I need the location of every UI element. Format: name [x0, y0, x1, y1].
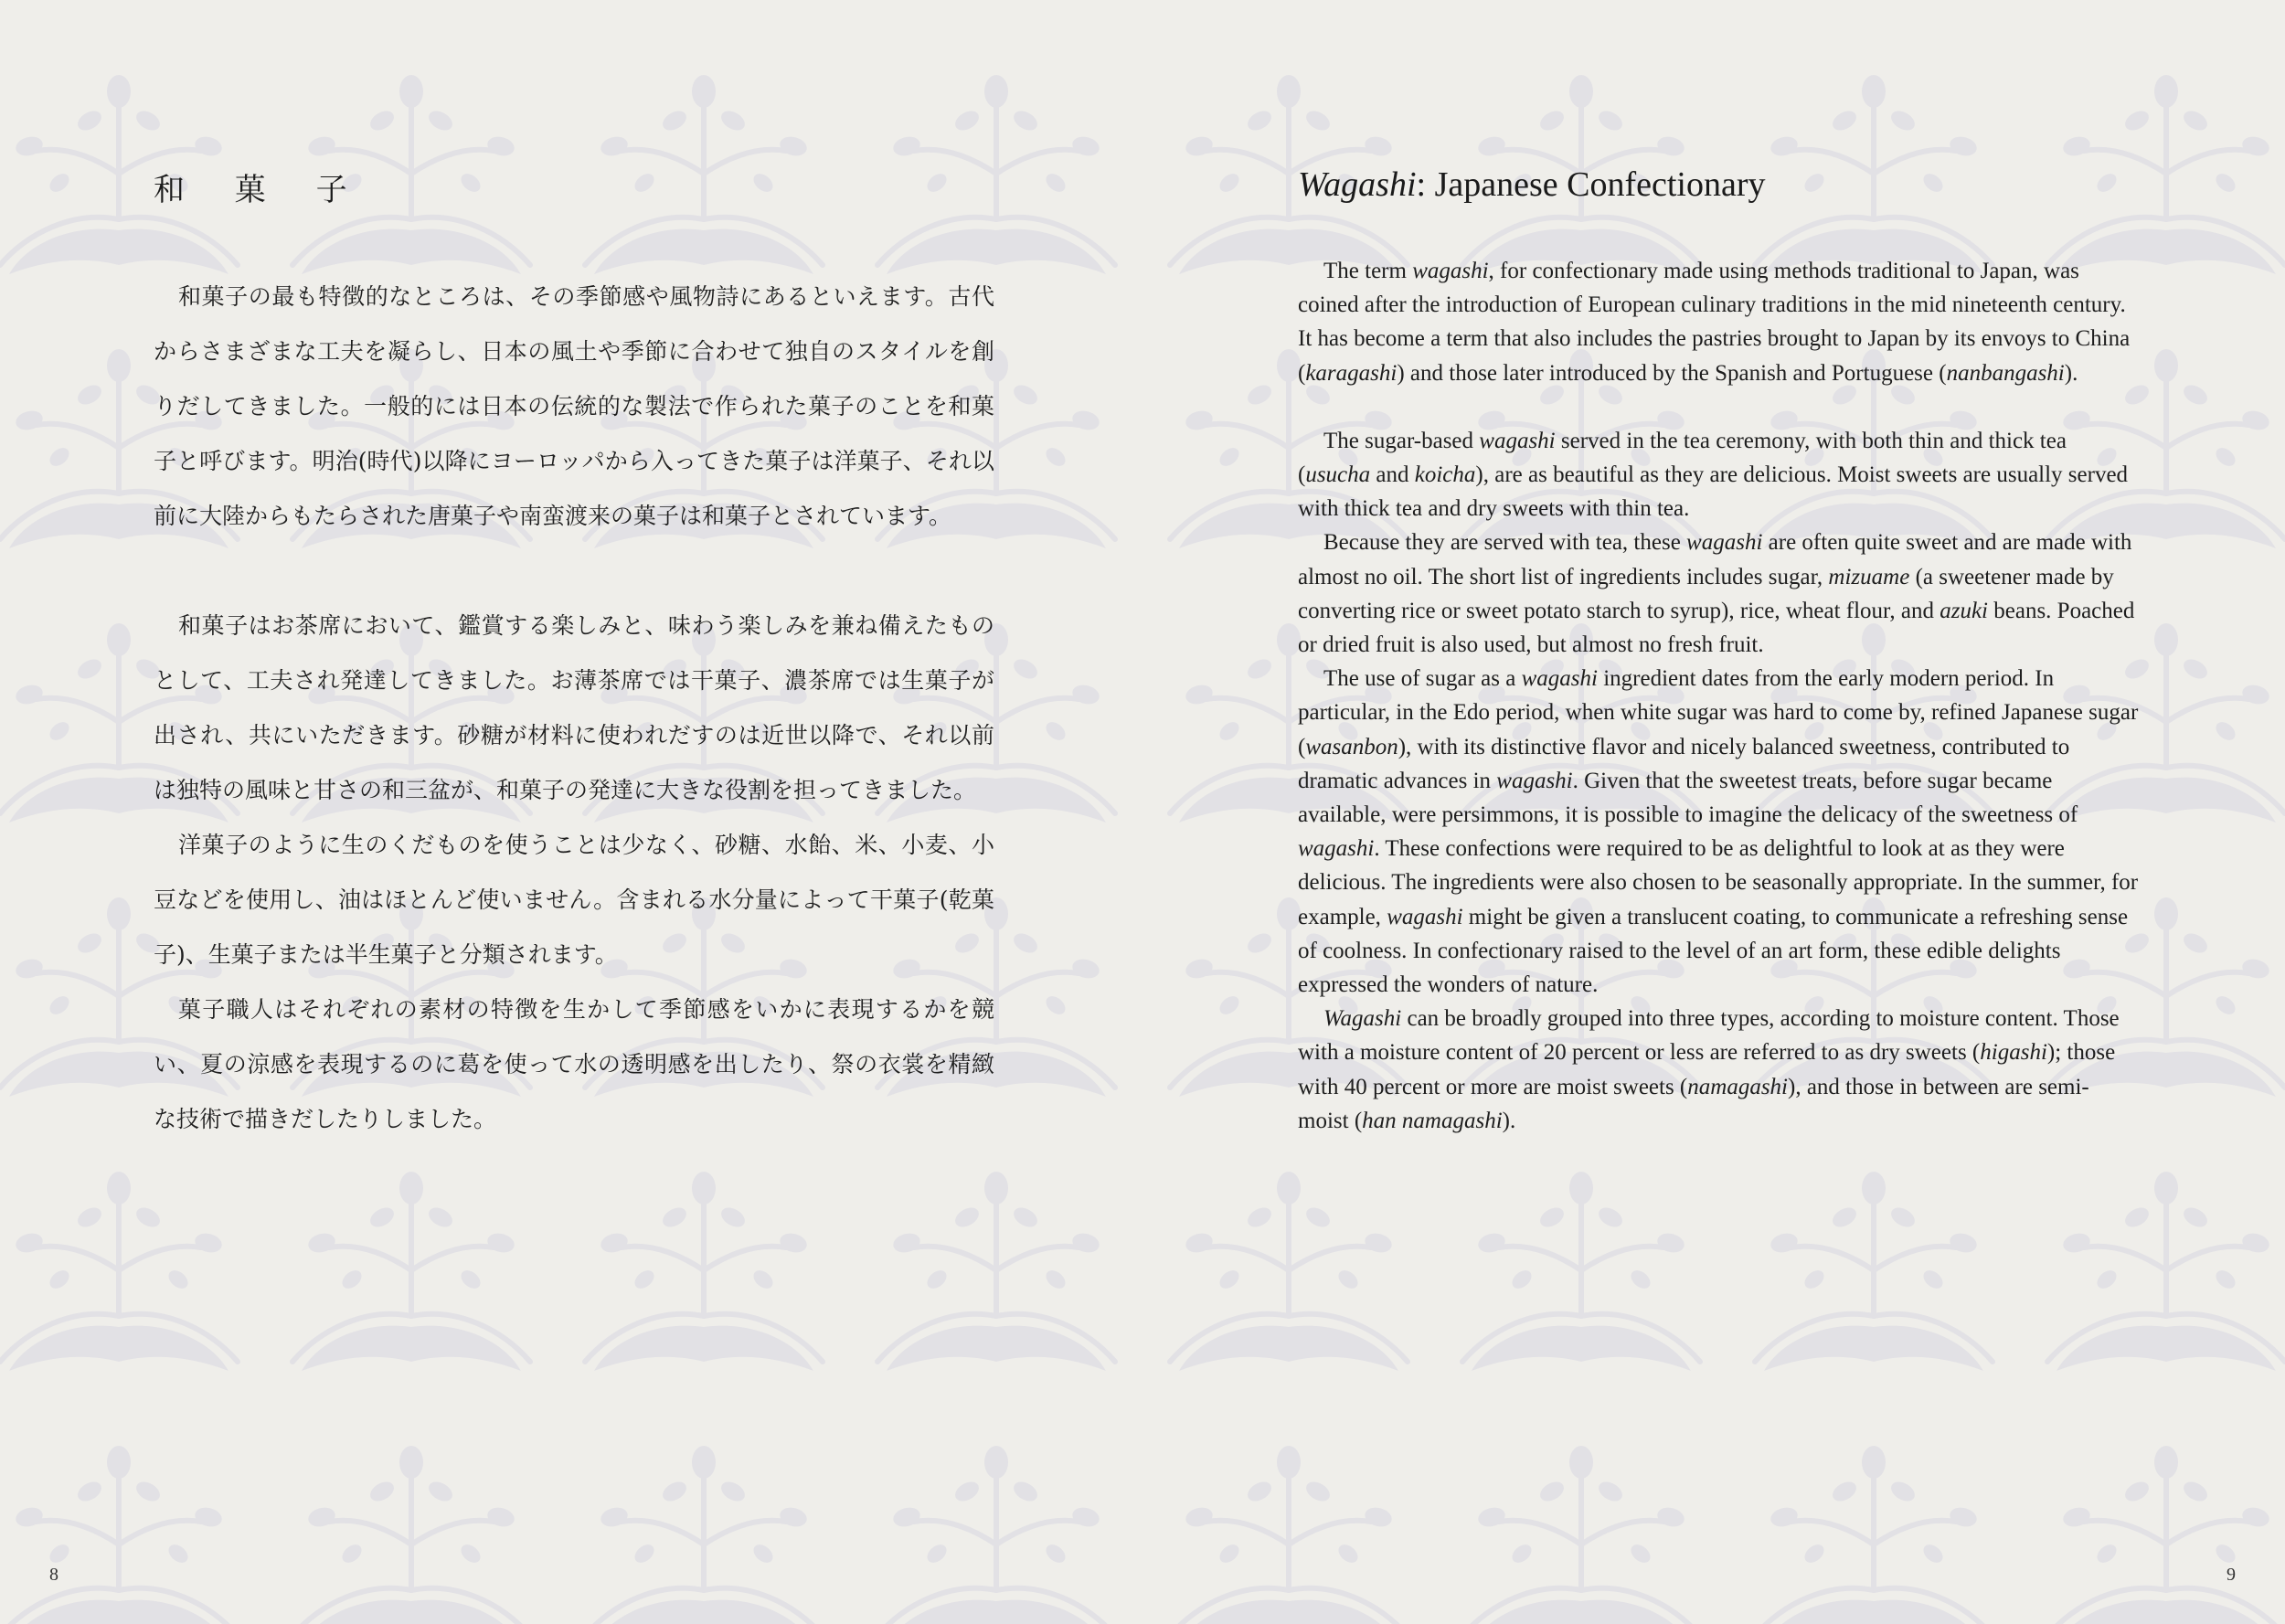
japanese-body: [154, 270, 994, 1147]
english-paragraph: [1298, 1002, 2139, 1138]
left-page: [0, 0, 1142, 1624]
italic-term: wagashi: [1479, 428, 1556, 453]
italic-term: Wagashi: [1323, 1006, 1402, 1032]
text-run: ), and those in between are semi-moist (: [1298, 1074, 2089, 1133]
english-body: [1298, 254, 2139, 1138]
text-run: ).: [2064, 360, 2078, 386]
text-run: The term: [1323, 259, 1413, 283]
english-paragraph: [1298, 254, 2139, 390]
english-paragraph: [1298, 662, 2139, 1002]
italic-term: nanbangashi: [1946, 360, 2065, 386]
text-run: can be broadly grouped into three types, according to moisture content. Those with a moisture content of 20 percent or less are referred to as dry sweets (: [1298, 1006, 2120, 1066]
italic-term: han namagashi: [1362, 1108, 1503, 1133]
text-run: served in the tea ceremony, with both thin and thick tea (: [1298, 428, 2067, 488]
japanese-paragraph: 和菓子の最も特徴的なところは、その季節感や風物詩にあるといえます。古代からさまざまな工夫を凝らし、日本の風土や季節に合わせて独自のスタイルを創りだしてきました。一般的には日本の伝統的な製法で作られた菓子のことを和菓子と呼びます。明治(時代)以降にヨーロッパから入ってきた菓子は洋菓子、それ以前に大陸からもたらされた唐菓子や南蛮渡来の菓子は和菓子とされています。: [154, 283, 994, 529]
text-run: The use of sugar as a: [1323, 666, 1522, 692]
page-number-left: 8: [49, 1565, 58, 1585]
english-title-italic: Wagashi: [1298, 165, 1417, 204]
text-run: . Given that the sweetest treats, before sugar became available, were persimmons, it is possible to imagine the delicacy of the sweetness of: [1298, 768, 2078, 828]
italic-term: wagashi: [1686, 530, 1763, 556]
text-run: beans. Poached or dried fruit is also used, but almost no fresh fruit.: [1298, 598, 2135, 658]
japanese-paragraph: 菓子職人はそれぞれの素材の特徴を生かして季節感をいかに表現するかを競い、夏の涼感を表現するのに葛を使って水の透明感を出したり、祭の衣裳を精緻な技術で描きだしたりしました。: [154, 996, 994, 1132]
text-run: Because they are served with tea, these: [1323, 530, 1687, 556]
italic-term: wagashi: [1298, 836, 1375, 862]
right-page: [1142, 0, 2285, 1624]
italic-term: wagashi: [1412, 259, 1489, 283]
italic-term: karagashi: [1305, 360, 1398, 386]
text-run: ) and those later introduced by the Spanish and Portuguese (: [1397, 360, 1947, 386]
english-title-rest: : Japanese Confectionary: [1416, 165, 1766, 204]
text-run: The sugar-based: [1323, 428, 1480, 453]
italic-term: azuki: [1940, 598, 1989, 623]
text-run: ), with its distinctive flavor and nicely balanced sweetness, contributed to dramatic advances in: [1298, 734, 2070, 793]
italic-term: usucha: [1305, 462, 1371, 488]
japanese-paragraph: 洋菓子のように生のくだものを使うことは少なく、砂糖、水飴、米、小麦、小豆などを使用し、油はほとんど使いません。含まれる水分量によって干菓子(乾菓子)、生菓子または半生菓子と分類されます。: [154, 832, 994, 968]
text-run: ), are as beautiful as they are delicious. Moist sweets are usually served with thick tea and dry sweets with thin tea.: [1298, 462, 2129, 522]
japanese-paragraph: 和菓子はお茶席において、鑑賞する楽しみと、味わう楽しみを兼ね備えたものとして、工夫され発達してきました。お薄茶席では干菓子、濃茶席では生菓子が出され、共にいただきます。砂糖が材料に使われだすのは近世以降で、それ以前は独特の風味と甘さの和三盆が、和菓子の発達に大きな役割を担ってきました。: [154, 612, 994, 803]
text-run: . These confections were required to be as delightful to look at as they were delicious. The ingredients were also chosen to be seasonally appropriate. In the summer, for example,: [1298, 836, 2139, 929]
italic-term: wagashi: [1496, 768, 1573, 793]
italic-term: namagashi: [1687, 1074, 1788, 1099]
text-run: and: [1370, 462, 1415, 488]
english-paragraph: [1298, 525, 2139, 662]
italic-term: wagashi: [1387, 904, 1463, 929]
italic-term: mizuame: [1828, 564, 1910, 589]
italic-term: wagashi: [1521, 666, 1598, 692]
text-run: might be given a translucent coating, to communicate a refreshing sense of coolness. In confectionary raised to the level of an art form, these edible delights expressed the wonders of nature.: [1298, 904, 2129, 998]
text-run: ).: [1502, 1108, 1516, 1133]
english-paragraph: [1298, 424, 2139, 526]
text-run: ); those with 40 percent or more are moist sweets (: [1298, 1040, 2116, 1099]
text-run: are often quite sweet and are made with almost no oil. The short list of ingredients includes sugar,: [1298, 530, 2132, 589]
text-run: (a sweetener made by converting rice or sweet potato starch to syrup), rice, wheat flour, and: [1298, 564, 2114, 623]
italic-term: wasanbon: [1305, 734, 1398, 759]
text-run: ingredient dates from the early modern period. In particular, in the Edo period, when white sugar was hard to come by, refined Japanese sugar (: [1298, 666, 2139, 759]
japanese-title: 和 菓 子: [154, 172, 367, 208]
page-number-right: 9: [2227, 1565, 2236, 1585]
english-title: [1298, 165, 1765, 205]
italic-term: higashi: [1980, 1040, 2047, 1066]
text-run: , for confectionary made using methods traditional to Japan, was coined after the introduction of European culinary traditions in the mid nineteenth century. It has become a term that also includes the pastries brought to Japan by its envoys to China (: [1298, 259, 2131, 386]
italic-term: koicha: [1414, 462, 1476, 488]
